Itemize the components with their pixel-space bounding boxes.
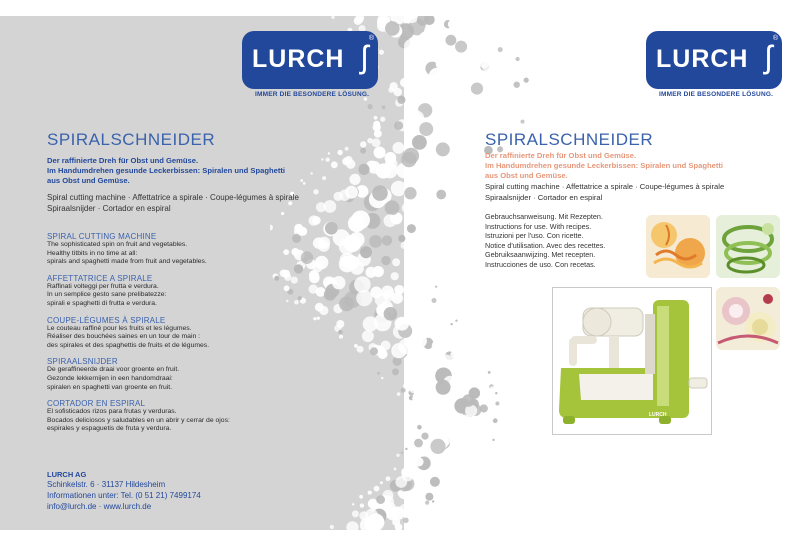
swirl-dot xyxy=(495,378,497,380)
swirl-dot xyxy=(381,286,394,299)
swirl-dot xyxy=(407,348,424,365)
swirl-dot xyxy=(471,433,480,442)
section-line: Réaliser des bouchées saines en un tour de main : xyxy=(47,333,201,341)
section-fr xyxy=(47,316,347,351)
instructions-line: Istruzioni per l'uso. Con ricette. xyxy=(485,231,584,240)
swirl-dot xyxy=(395,317,409,331)
swirl-dot xyxy=(413,488,424,499)
swirl-dot xyxy=(448,212,450,214)
swirl-dot xyxy=(421,433,428,440)
instructions-line: Gebrauchsanweisung. Mit Rezepten. xyxy=(485,212,603,221)
swirl-dot xyxy=(485,41,489,45)
swirl-dot xyxy=(467,132,477,142)
swirl-dot xyxy=(495,392,497,394)
swirl-dot xyxy=(311,172,313,174)
swirl-dot xyxy=(405,448,407,450)
swirl-dot xyxy=(391,272,399,280)
swirl-dot xyxy=(331,16,334,19)
swirl-dot xyxy=(385,21,400,36)
company-info xyxy=(47,470,201,512)
swirl-dot xyxy=(417,165,430,178)
company-name: LURCH AG xyxy=(47,470,87,479)
swirl-dot xyxy=(431,86,444,99)
swirl-dot xyxy=(444,456,456,468)
swirl-dot xyxy=(359,495,363,499)
swirl-dot xyxy=(352,503,354,505)
swirl-dot xyxy=(418,447,427,456)
swirl-dot xyxy=(325,158,329,162)
swirl-dot xyxy=(300,179,303,182)
swirl-dot xyxy=(438,322,445,329)
swirl-dot xyxy=(504,58,509,63)
swirl-dot xyxy=(384,214,397,227)
section-line: des spirales et des spaghettis de fruits et de légumes. xyxy=(47,341,210,349)
swirl-dot xyxy=(384,307,398,321)
swirl-dot xyxy=(502,44,504,46)
swirl-dot xyxy=(381,377,383,379)
logo-tagline: IMMER DIE BESONDERE LÖSUNG. xyxy=(659,91,774,98)
page-title: SPIRALSCHNEIDER xyxy=(485,130,654,149)
swirl-dot xyxy=(394,121,403,130)
swirl-dot xyxy=(401,152,416,167)
swirl-dot xyxy=(501,71,509,79)
swirl-dot xyxy=(345,186,358,199)
swirl-dot xyxy=(489,44,495,50)
swirl-dot xyxy=(358,164,369,175)
swirl-dot xyxy=(498,47,503,52)
swirl-dot xyxy=(423,413,434,424)
swirl-dot xyxy=(469,387,480,398)
swirl-dot xyxy=(425,180,436,191)
swirl-dot xyxy=(404,126,415,137)
swirl-dot xyxy=(431,243,433,245)
swirl-dot xyxy=(401,452,403,454)
section-en xyxy=(47,232,347,267)
section-heading: SPIRAALSNIJDER xyxy=(47,357,118,367)
swirl-dot xyxy=(410,426,414,430)
swirl-dot xyxy=(360,503,364,507)
swirl-dot xyxy=(425,493,433,501)
swirl-dot xyxy=(345,147,349,151)
section-line: Raffinati volteggi per frutta e verdura. xyxy=(47,282,159,290)
section-it xyxy=(47,274,347,309)
swirl-dot xyxy=(452,16,460,24)
swirl-dot xyxy=(360,141,366,147)
swirl-dot xyxy=(417,517,419,519)
swirl-dot xyxy=(450,323,452,325)
swirl-dot xyxy=(516,57,520,61)
photo-spiral-fruit xyxy=(646,215,710,278)
swirl-dot xyxy=(414,457,423,466)
swirl-dot xyxy=(461,144,471,154)
section-line: El sofisticados rizos para frutas y verduras. xyxy=(47,408,177,416)
swirl-dot xyxy=(435,286,437,288)
swirl-dot xyxy=(382,105,386,109)
swirl-dot xyxy=(402,203,413,214)
swirl-dot xyxy=(441,355,452,366)
swirl-dot xyxy=(373,123,381,131)
swirl-dot xyxy=(485,360,487,362)
logo-wordmark: LURCH xyxy=(656,45,749,73)
swirl-dot xyxy=(412,135,427,150)
swirl-dot xyxy=(514,82,520,88)
swirl-dot xyxy=(482,61,492,71)
swirl-dot xyxy=(368,104,373,109)
languages-line: Spiral cutting machine · Affettatrice a spirale · Coupe-légumes à spirale xyxy=(47,193,299,202)
swirl-dot xyxy=(393,142,405,154)
section-nl xyxy=(47,357,347,392)
swirl-dot xyxy=(415,508,419,512)
swirl-dot xyxy=(369,235,382,248)
swirl-dot xyxy=(451,437,463,449)
swirl-dot xyxy=(492,439,494,441)
swirl-dot xyxy=(444,105,460,121)
swirl-dot xyxy=(445,88,464,107)
instructions-line: Instrucciones de uso. Con recetas. xyxy=(485,259,596,269)
swirl-dot xyxy=(358,17,364,23)
page-title: SPIRALSCHNEIDER xyxy=(47,130,216,149)
swirl-dot xyxy=(402,469,414,481)
swirl-dot xyxy=(419,122,433,136)
swirl-dot xyxy=(412,395,420,403)
swirl-dot xyxy=(409,449,414,454)
swirl-dot xyxy=(419,503,425,509)
swirl-dot xyxy=(392,258,400,266)
swirl-dot xyxy=(434,330,443,339)
swirl-dot xyxy=(480,428,488,436)
swirl-dot xyxy=(436,142,450,156)
product-photo xyxy=(552,287,712,435)
swirl-dot xyxy=(381,256,390,265)
swirl-dot xyxy=(385,200,400,215)
swirl-dot xyxy=(303,182,306,185)
swirl-dot xyxy=(432,298,437,303)
photo-cucumber-spirals xyxy=(716,215,780,278)
swirl-dot xyxy=(495,402,499,406)
logo-wordmark: LURCH xyxy=(252,45,345,73)
lizard-icon: ʃ xyxy=(764,39,772,75)
subtitle-line: aus Obst und Gemüse. xyxy=(47,176,130,185)
swirl-dot xyxy=(483,388,489,394)
language-sections xyxy=(47,225,347,434)
swirl-dot xyxy=(411,72,422,83)
swirl-dot xyxy=(400,78,409,87)
swirl-dot xyxy=(423,235,428,240)
swirl-dot xyxy=(376,495,385,504)
swirl-dot xyxy=(390,82,398,90)
swirl-dot xyxy=(435,468,445,478)
section-line: Bocados deliciosos y saludables en un abrir y cerrar de ojos: xyxy=(47,416,230,424)
swirl-dot xyxy=(313,189,318,194)
swirl-dot xyxy=(432,225,435,228)
swirl-dot xyxy=(422,371,436,385)
swirl-dot xyxy=(362,330,374,342)
section-heading: COUPE-LÉGUMES À SPIRALE xyxy=(47,315,166,325)
swirl-dot xyxy=(381,341,391,351)
swirl-dot xyxy=(330,525,334,529)
swirl-dot xyxy=(410,402,413,405)
swirl-dot xyxy=(430,477,440,487)
swirl-dot xyxy=(455,41,467,53)
subtitle-line: Der raffinierte Dreh für Obst und Gemüse. xyxy=(47,156,199,165)
swirl-dot xyxy=(374,486,380,492)
swirl-dot xyxy=(401,242,408,249)
section-line: Le couteau raffiné pour les fruits et les légumes. xyxy=(47,324,192,332)
swirl-dot xyxy=(406,382,413,389)
swirl-dot xyxy=(455,320,457,322)
swirl-dot xyxy=(397,96,405,104)
swirl-dot xyxy=(428,286,430,288)
photo-radish-salad xyxy=(716,287,780,350)
company-address: Schinkelstr. 6 · 31137 Hildesheim xyxy=(47,480,166,489)
swirl-dot xyxy=(321,158,323,160)
swirl-dot xyxy=(374,147,386,159)
swirl-dot xyxy=(349,174,360,185)
subtitle xyxy=(47,156,285,186)
swirl-dot xyxy=(357,346,364,353)
swirl-dot xyxy=(322,176,326,180)
section-es xyxy=(47,399,347,434)
instructions-list xyxy=(485,212,605,269)
logo-tagline: IMMER DIE BESONDERE LÖSUNG. xyxy=(255,91,370,98)
section-line: Healthy titbits in no time at all: xyxy=(47,249,138,257)
swirl-dot xyxy=(435,486,442,493)
swirl-dot xyxy=(436,380,451,395)
instructions-line: Notice d'utilisation. Avec des recettes. xyxy=(485,240,606,250)
subtitle xyxy=(485,151,723,181)
swirl-dot xyxy=(411,416,413,418)
swirl-dot xyxy=(412,333,427,348)
swirl-dot xyxy=(432,340,444,352)
swirl-dot xyxy=(456,334,459,337)
swirl-dot xyxy=(391,343,406,358)
swirl-dot xyxy=(426,312,434,320)
languages-line: Spiraalsnijder · Cortador en espiral xyxy=(485,193,603,202)
instructions-line: Instructions for use. With recipes. xyxy=(485,221,592,231)
swirl-dot xyxy=(374,116,378,120)
swirl-dot xyxy=(410,518,413,521)
swirl-dot xyxy=(521,120,525,124)
swirl-dot xyxy=(382,235,392,245)
swirl-dot xyxy=(404,283,410,289)
swirl-dot xyxy=(520,75,524,79)
section-heading: CORTADOR EN ESPIRAL xyxy=(47,399,146,409)
swirl-dot xyxy=(385,158,398,171)
swirl-dot xyxy=(467,423,478,434)
languages-line: Spiral cutting machine · Affettatrice a spirale · Coupe-légumes à spirale xyxy=(485,182,725,191)
swirl-dot xyxy=(407,224,416,233)
swirl-dot xyxy=(437,401,451,415)
swirl-dot xyxy=(346,521,358,530)
swirl-dot xyxy=(354,344,358,348)
swirl-dot xyxy=(351,211,370,230)
swirl-dot xyxy=(386,476,391,481)
swirl-dot xyxy=(460,20,465,25)
company-web: info@lurch.de · www.lurch.de xyxy=(47,502,152,511)
swirl-dot xyxy=(450,351,459,360)
swirl-dot xyxy=(494,435,498,439)
swirl-dot xyxy=(446,35,457,46)
swirl-dot xyxy=(380,117,385,122)
swirl-dot xyxy=(432,500,434,502)
swirl-dot xyxy=(440,303,442,305)
swirl-dot xyxy=(464,165,471,172)
swirl-dot xyxy=(472,105,486,119)
swirl-dot xyxy=(352,510,359,517)
subtitle-line: Der raffinierte Dreh für Obst und Gemüse. xyxy=(485,151,637,160)
swirl-dot xyxy=(368,491,372,495)
swirl-dot xyxy=(404,39,417,52)
swirl-dot xyxy=(517,88,523,94)
swirl-dot xyxy=(337,150,342,155)
swirl-dot xyxy=(469,378,477,386)
section-line: De geraffineerde draai voor groente en fruit. xyxy=(47,366,180,374)
registered-icon: ® xyxy=(368,35,374,42)
swirl-dot xyxy=(451,316,453,318)
product-label: LURCH xyxy=(649,412,667,418)
swirl-dot xyxy=(468,192,473,197)
swirl-dot xyxy=(450,210,455,215)
swirl-dot xyxy=(405,524,409,528)
swirl-dot xyxy=(503,105,511,113)
swirl-dot xyxy=(356,290,372,306)
swirl-dot xyxy=(454,450,464,460)
swirl-dot xyxy=(328,152,330,154)
swirl-dot xyxy=(365,267,376,278)
swirl-dot xyxy=(421,393,430,402)
swirl-dot xyxy=(365,509,378,522)
section-line: spiralen en spaghetti van groente en fruit. xyxy=(47,383,173,391)
swirl-dot xyxy=(316,202,326,212)
swirl-dot xyxy=(433,255,436,258)
swirl-dot xyxy=(380,481,383,484)
swirl-dot xyxy=(445,483,449,487)
subtitle-line: Im Handumdrehen gesunde Leckerbissen: Spiralen und Spaghetti xyxy=(485,161,723,170)
lurch-logo xyxy=(242,31,378,89)
swirl-dot xyxy=(418,386,426,394)
section-line: Gezonde lekkernijen in een handomdraai: xyxy=(47,374,173,382)
languages-list xyxy=(485,181,724,203)
swirl-dot xyxy=(370,347,378,355)
swirl-dot xyxy=(480,404,488,412)
swirl-dot xyxy=(520,63,525,68)
section-line: The sophisticated spin on fruit and vegetables. xyxy=(47,241,188,248)
lizard-icon: ʃ xyxy=(360,39,368,75)
swirl-dot xyxy=(468,16,471,19)
company-phone: Informationen unter: Tel. (0 51 21) 7499174 xyxy=(47,491,201,500)
section-line: spirals and spaghetti made from fruit and vegetables. xyxy=(47,258,207,266)
subtitle-line: aus Obst und Gemüse. xyxy=(485,171,568,180)
subtitle-line: Im Handumdrehen gesunde Leckerbissen: Spiralen und Spaghetti xyxy=(47,166,285,175)
swirl-dot xyxy=(476,49,486,59)
swirl-dot xyxy=(484,398,492,406)
swirl-dot xyxy=(488,371,491,374)
languages-line: Spiraalsnijder · Cortador en espiral xyxy=(47,204,171,213)
lurch-logo xyxy=(646,31,782,89)
swirl-dot xyxy=(443,335,452,344)
swirl-dot xyxy=(397,392,401,396)
swirl-dot xyxy=(485,85,496,96)
swirl-dot xyxy=(436,190,446,200)
swirl-dot xyxy=(346,160,355,169)
swirl-dot xyxy=(425,228,430,233)
swirl-dot xyxy=(391,181,407,197)
swirl-dot xyxy=(488,407,495,414)
swirl-dot xyxy=(331,161,338,168)
swirl-dot xyxy=(396,454,399,457)
swirl-dot xyxy=(417,425,422,430)
swirl-dot xyxy=(394,468,397,471)
swirl-dot xyxy=(405,444,409,448)
swirl-dot xyxy=(430,439,445,454)
swirl-dot xyxy=(372,185,388,201)
swirl-dot xyxy=(428,235,431,238)
swirl-dot xyxy=(360,148,366,154)
swirl-dot xyxy=(368,500,377,509)
swirl-dot xyxy=(414,439,423,448)
swirl-dot xyxy=(392,368,399,375)
swirl-dot xyxy=(398,235,405,242)
swirl-dot xyxy=(415,241,421,247)
swirl-dot xyxy=(360,246,372,258)
swirl-dot xyxy=(425,501,429,505)
swirl-dot xyxy=(415,279,421,285)
section-line: spirali e spaghetti di frutta e verdura. xyxy=(47,299,157,307)
swirl-dot xyxy=(435,494,440,499)
swirl-dot xyxy=(403,518,409,524)
swirl-dot xyxy=(447,123,463,139)
swirl-dot xyxy=(420,190,429,199)
swirl-dot xyxy=(377,372,380,375)
swirl-dot xyxy=(408,271,416,279)
swirl-dot xyxy=(404,187,416,199)
swirl-dot xyxy=(524,78,529,83)
swirl-dot xyxy=(454,480,456,482)
section-line: espirales y espaguetis de fruta y verdura. xyxy=(47,425,172,433)
swirl-dot xyxy=(490,386,496,392)
section-heading: SPIRAL CUTTING MACHINE xyxy=(47,232,157,241)
swirl-dot xyxy=(372,138,381,147)
swirl-dot xyxy=(411,55,422,66)
languages-list xyxy=(47,192,299,214)
swirl-dot xyxy=(485,416,491,422)
swirl-dot xyxy=(423,28,437,42)
registered-icon: ® xyxy=(772,35,778,42)
instructions-line: Gebruiksaanwijzing. Met recepten. xyxy=(485,250,596,259)
section-heading: AFFETTATRICE A SPIRALE xyxy=(47,273,153,283)
swirl-dot xyxy=(511,113,516,118)
swirl-dot xyxy=(413,299,421,307)
swirl-dot xyxy=(471,83,483,95)
swirl-dot xyxy=(405,109,416,120)
section-line: In un semplice gesto sane prelibatezze: xyxy=(47,291,167,299)
swirl-dot xyxy=(379,50,384,55)
swirl-dot xyxy=(442,425,456,439)
